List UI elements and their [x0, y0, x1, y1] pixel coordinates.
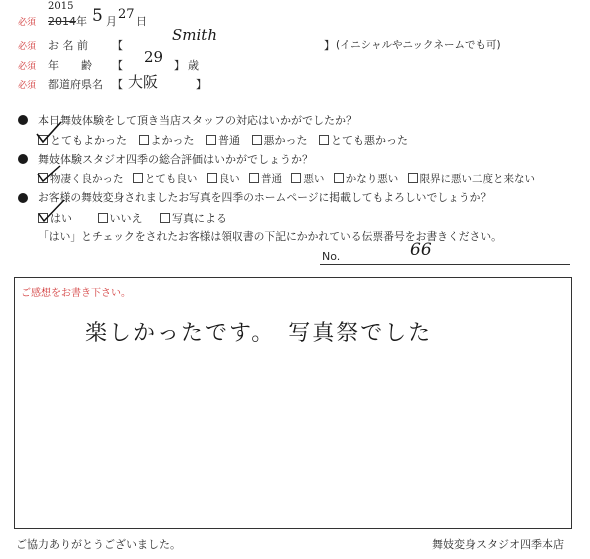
check-mark-icon: [36, 164, 62, 184]
checkbox[interactable]: [249, 173, 259, 183]
required-badge-date: 必須: [18, 18, 37, 28]
check-mark-icon: [34, 120, 64, 146]
q1-option-4[interactable]: とても悪かった: [319, 132, 408, 148]
question-1-options: [38, 132, 416, 148]
comment-handwritten: 楽しかったです。 写真祭でした: [85, 321, 433, 346]
checkbox[interactable]: [252, 135, 262, 145]
month-suffix: 月: [106, 15, 117, 28]
footer-thanks: ご協力ありがとうございました。: [16, 538, 181, 551]
q2-option-4[interactable]: 悪い: [291, 171, 324, 186]
name-close-bracket: 】: [324, 39, 335, 52]
q1-option-0[interactable]: とてもよかった: [38, 132, 127, 148]
checkbox[interactable]: [207, 173, 217, 183]
bullet-icon: [18, 154, 28, 164]
day-value: 27: [118, 7, 135, 22]
photo-note: 「はい」とチェックをされたお客様は領収書の下記にかかれている伝票番号をお書きください。: [38, 230, 502, 243]
handwritten-year: 2015: [48, 1, 74, 12]
checkbox[interactable]: [98, 213, 108, 223]
required-badge-pref: 必須: [18, 81, 37, 91]
age-label: 年 齢: [48, 59, 92, 72]
checkbox[interactable]: [334, 173, 344, 183]
question-2-text: 舞妓体験スタジオ四季の総合評価はいかがでしょうか？: [38, 153, 313, 166]
day-suffix: 日: [136, 15, 147, 28]
checkbox[interactable]: [139, 135, 149, 145]
question-3-text: お客様の舞妓変身されましたお写真を四季のホームページに掲載してもよろしいでしょうか？: [38, 191, 492, 204]
comment-label: ご感想をお書き下さい。: [21, 288, 131, 299]
pref-label: 都道府県名: [48, 78, 103, 91]
footer-shop: 舞妓変身スタジオ四季本店: [432, 538, 564, 551]
pref-close-bracket: 】: [196, 78, 207, 91]
q1-option-3[interactable]: 悪かった: [252, 132, 308, 148]
age-suffix: 歳: [188, 59, 199, 72]
checkbox[interactable]: [408, 173, 418, 183]
checkbox[interactable]: [206, 135, 216, 145]
checkbox[interactable]: [160, 213, 170, 223]
comment-box[interactable]: [14, 277, 572, 529]
checkbox[interactable]: [319, 135, 329, 145]
age-close-bracket: 】: [174, 59, 185, 72]
bullet-icon: [18, 193, 28, 203]
pref-open-bracket: 【: [112, 78, 123, 91]
year-suffix: 年: [76, 15, 87, 28]
name-value[interactable]: Smith: [172, 26, 217, 44]
printed-year: 2014: [48, 15, 76, 28]
month-value: 5: [92, 6, 103, 26]
name-open-bracket: 【: [112, 39, 123, 52]
checkbox[interactable]: [133, 173, 143, 183]
q2-option-6[interactable]: 限界に悪い二度と来ない: [408, 171, 536, 186]
check-mark-icon: [36, 198, 66, 224]
q3-option-2[interactable]: 写真による: [160, 210, 227, 226]
age-value[interactable]: 29: [144, 48, 164, 66]
q1-option-1[interactable]: よかった: [139, 132, 195, 148]
name-label: お 名 前: [48, 39, 88, 52]
bullet-icon: [18, 115, 28, 125]
pref-value[interactable]: 大阪: [128, 73, 159, 91]
q2-option-2[interactable]: 良い: [207, 171, 240, 186]
q2-option-5[interactable]: かなり悪い: [334, 171, 399, 186]
name-note: (イニシャルやニックネームでも可): [336, 39, 501, 51]
q1-option-2[interactable]: 普通: [206, 132, 240, 148]
q3-option-1[interactable]: いいえ: [98, 210, 143, 226]
ticket-label: No.: [322, 250, 341, 263]
required-badge-age: 必須: [18, 62, 37, 72]
date-row: [48, 13, 87, 29]
ticket-value[interactable]: 66: [410, 240, 432, 260]
age-open-bracket: 【: [112, 59, 123, 72]
q2-option-1[interactable]: とても良い: [133, 171, 198, 186]
ticket-underline: [320, 264, 570, 265]
required-badge-name: 必須: [18, 42, 37, 52]
q2-option-3[interactable]: 普通: [249, 171, 282, 186]
q2-option-0[interactable]: 物凄く良かった: [38, 171, 124, 186]
question-2-options: [38, 171, 535, 186]
question-1-text: 本日舞妓体験をして頂き当店スタッフの対応はいかがでしたか？: [38, 114, 357, 127]
checkbox[interactable]: [291, 173, 301, 183]
q3-option-0[interactable]: はい: [38, 210, 72, 226]
question-3-options: [38, 210, 235, 226]
